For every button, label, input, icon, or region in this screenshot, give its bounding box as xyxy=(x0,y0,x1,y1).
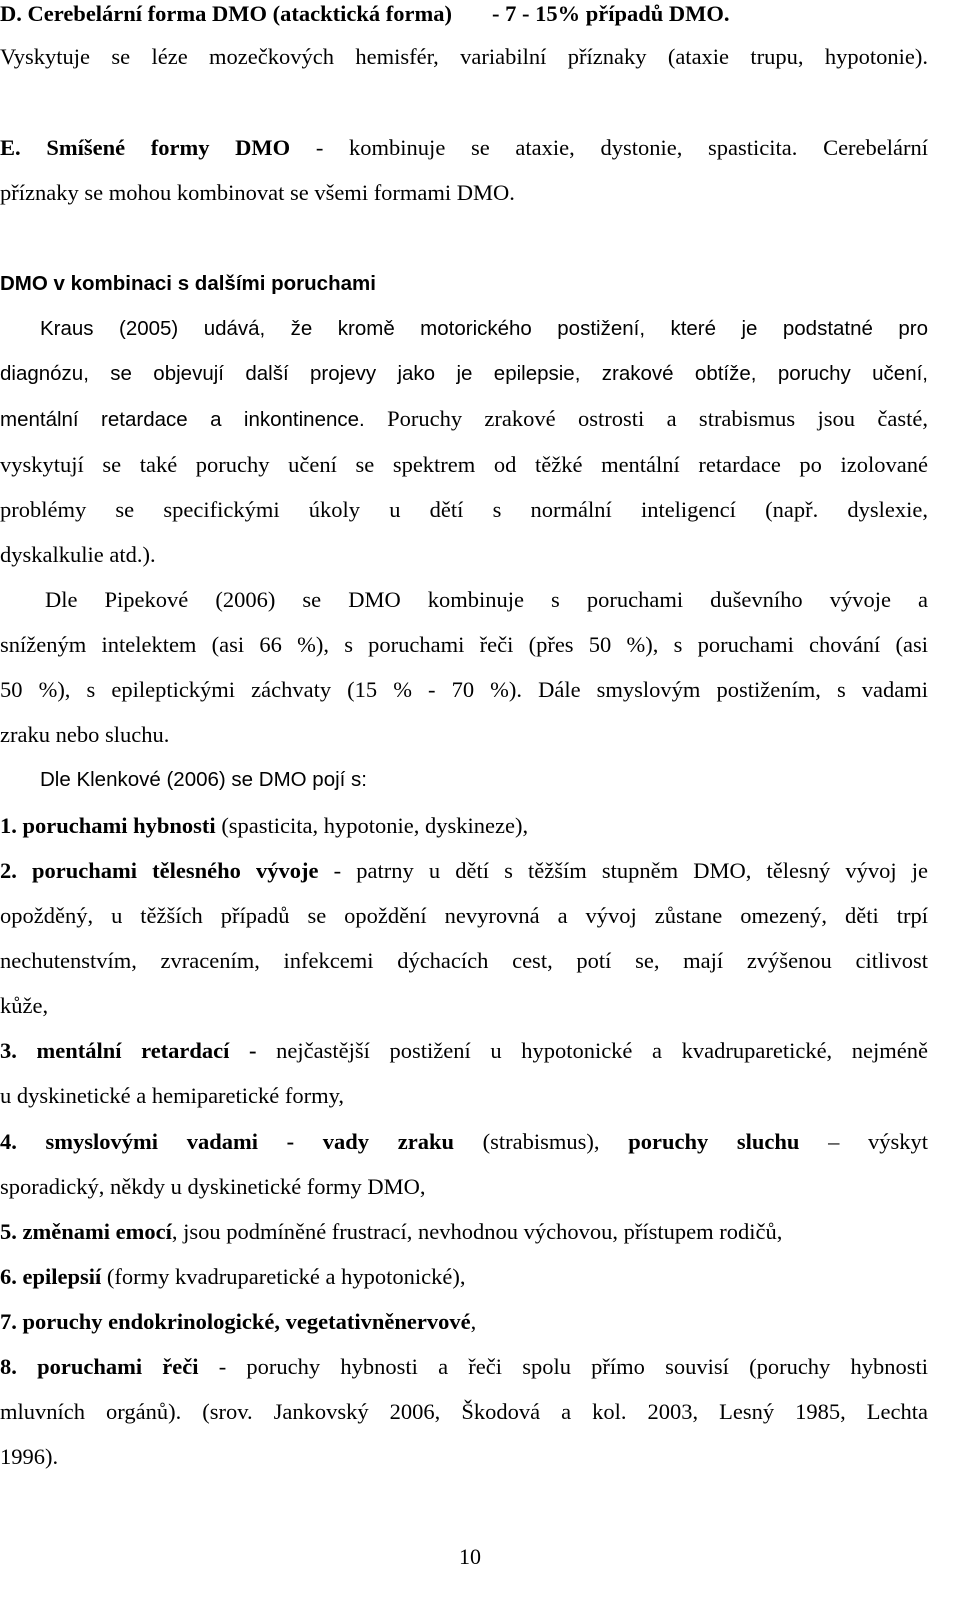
list-item-8-term: poruchami řeči xyxy=(37,1354,199,1379)
kraus-line-2: diagnózu, se objevují další projevy jako je epilepsie, zrakové obtíže, poruchy učení, xyxy=(0,362,928,385)
list-item-3 xyxy=(0,1037,928,1065)
list-item-1-text: (spasticita, hypotonie, dyskineze), xyxy=(215,813,529,838)
kraus-line-6: dyskalkulie atd.). xyxy=(0,542,156,567)
list-item-2-line-4: kůže, xyxy=(0,993,49,1018)
list-item-1-term: poruchami hybnosti xyxy=(22,813,216,838)
list-item-8-text: - poruchy hybnosti a řeči spolu přímo souvisí (poruchy hybnosti xyxy=(198,1354,929,1379)
list-item-2-line-3: nechutenstvím, zvracením, infekcemi dýchacích cest, potí se, mají zvýšenou citlivost xyxy=(0,948,928,973)
list-item-3-line-2: u dyskinetické a hemiparetické formy, xyxy=(0,1083,345,1108)
kraus-line-3-serif: Poruchy zrakové ostrosti a strabismus jsou časté, xyxy=(387,406,928,431)
list-item-5-text: , jsou podmíněné frustrací, nevhodnou výchovou, přístupem rodičů, xyxy=(171,1219,783,1244)
list-item-6-text: (formy kvadruparetické a hypotonické), xyxy=(101,1264,466,1289)
kraus-line-5: problémy se specifickými úkoly u dětí s normální inteligencí (např. dyslexie, xyxy=(0,497,928,522)
kraus-line-4: vyskytují se také poruchy učení se spektrem od těžké mentální retardace po izolované xyxy=(0,452,928,477)
page-number: 10 xyxy=(459,1544,481,1569)
list-item-6-number: 6. xyxy=(0,1264,17,1289)
list-item-5-term: změnami emocí xyxy=(22,1219,172,1244)
list-item-3-term: mentální retardací - xyxy=(36,1038,257,1063)
list-item-4-line-2: sporadický, někdy u dyskinetické formy DMO, xyxy=(0,1174,426,1199)
section-e-line-1 xyxy=(0,134,928,162)
list-item-8-line-3: 1996). xyxy=(0,1444,59,1469)
pipekova-line-4: zraku nebo sluchu. xyxy=(0,722,170,747)
list-item-1-number: 1. xyxy=(0,813,17,838)
list-item-3-text: nejčastější postižení u hypotonické a kvadruparetické, nejméně xyxy=(256,1038,929,1063)
klenkova-intro: Dle Klenkové (2006) se DMO pojí s: xyxy=(40,768,367,791)
list-item-2 xyxy=(0,857,928,885)
kraus-line-1: Kraus (2005) udává, že kromě motorického postižení, které je podstatné pro xyxy=(40,317,928,340)
pipekova-line-2: sníženým intelektem (asi 66 %), s poruchami řeči (přes 50 %), s poruchami chování (asi xyxy=(0,632,928,657)
section-d-title: D. Cerebelární forma DMO (atacktická forma) xyxy=(0,1,452,26)
list-item-6 xyxy=(0,1263,928,1291)
section-d-description: Vyskytuje se léze mozečkových hemisfér, variabilní příznaky (ataxie trupu, hypotonie). xyxy=(0,44,928,69)
list-item-8-line-2: mluvních orgánů). (srov. Jankovský 2006, Škodová a kol. 2003, Lesný 1985, Lechta xyxy=(0,1399,928,1424)
list-item-7 xyxy=(0,1308,928,1336)
list-item-2-number: 2. xyxy=(0,858,17,883)
subheading: DMO v kombinaci s dalšími poruchami xyxy=(0,272,376,295)
list-item-6-term: epilepsií xyxy=(22,1264,102,1289)
section-d-heading-line xyxy=(0,0,928,28)
list-item-8-number: 8. xyxy=(0,1354,17,1379)
list-item-8 xyxy=(0,1353,928,1381)
kraus-line-3-sans: mentální retardace a inkontinence. xyxy=(0,408,365,431)
list-item-3-number: 3. xyxy=(0,1038,17,1063)
list-item-2-term: poruchami tělesného vývoje xyxy=(32,858,319,883)
section-e-heading: E. Smíšené formy DMO xyxy=(0,135,291,160)
list-item-4-number: 4. xyxy=(0,1129,17,1154)
section-d-incidence: - 7 - 15% případů DMO. xyxy=(491,1,730,26)
pipekova-line-3: 50 %), s epileptickými záchvaty (15 % - 70 %). Dále smyslovým postižením, s vadami xyxy=(0,677,928,702)
section-e-description: - kombinuje se ataxie, dystonie, spasticita. Cerebelární xyxy=(315,135,929,160)
list-item-1 xyxy=(0,812,928,840)
list-item-4-text-2: – výskyt xyxy=(799,1129,928,1154)
list-item-4 xyxy=(0,1128,928,1156)
kraus-line-3 xyxy=(0,405,928,434)
list-item-7-number: 7. xyxy=(0,1309,17,1334)
list-item-4-text-1: (strabismus), xyxy=(453,1129,629,1154)
list-item-2-line-2: opožděný, u těžších případů se opoždění nevyrovná a vývoj zůstane omezený, děti trpí xyxy=(0,903,928,928)
list-item-5-number: 5. xyxy=(0,1219,17,1244)
list-item-2-text: - patrny u dětí s těžším stupněm DMO, tělesný vývoj je xyxy=(318,858,929,883)
list-item-5 xyxy=(0,1218,928,1246)
pipekova-line-1: Dle Pipekové (2006) se DMO kombinuje s poruchami duševního vývoje a xyxy=(45,587,928,612)
list-item-4-term-2: poruchy sluchu xyxy=(628,1129,800,1154)
list-item-4-term-1: smyslovými vadami - vady zraku xyxy=(45,1129,454,1154)
list-item-7-text: , xyxy=(470,1309,477,1334)
section-e-line-2: příznaky se mohou kombinovat se všemi formami DMO. xyxy=(0,180,515,205)
list-item-7-term: poruchy endokrinologické, vegetativněnervové xyxy=(22,1309,471,1334)
